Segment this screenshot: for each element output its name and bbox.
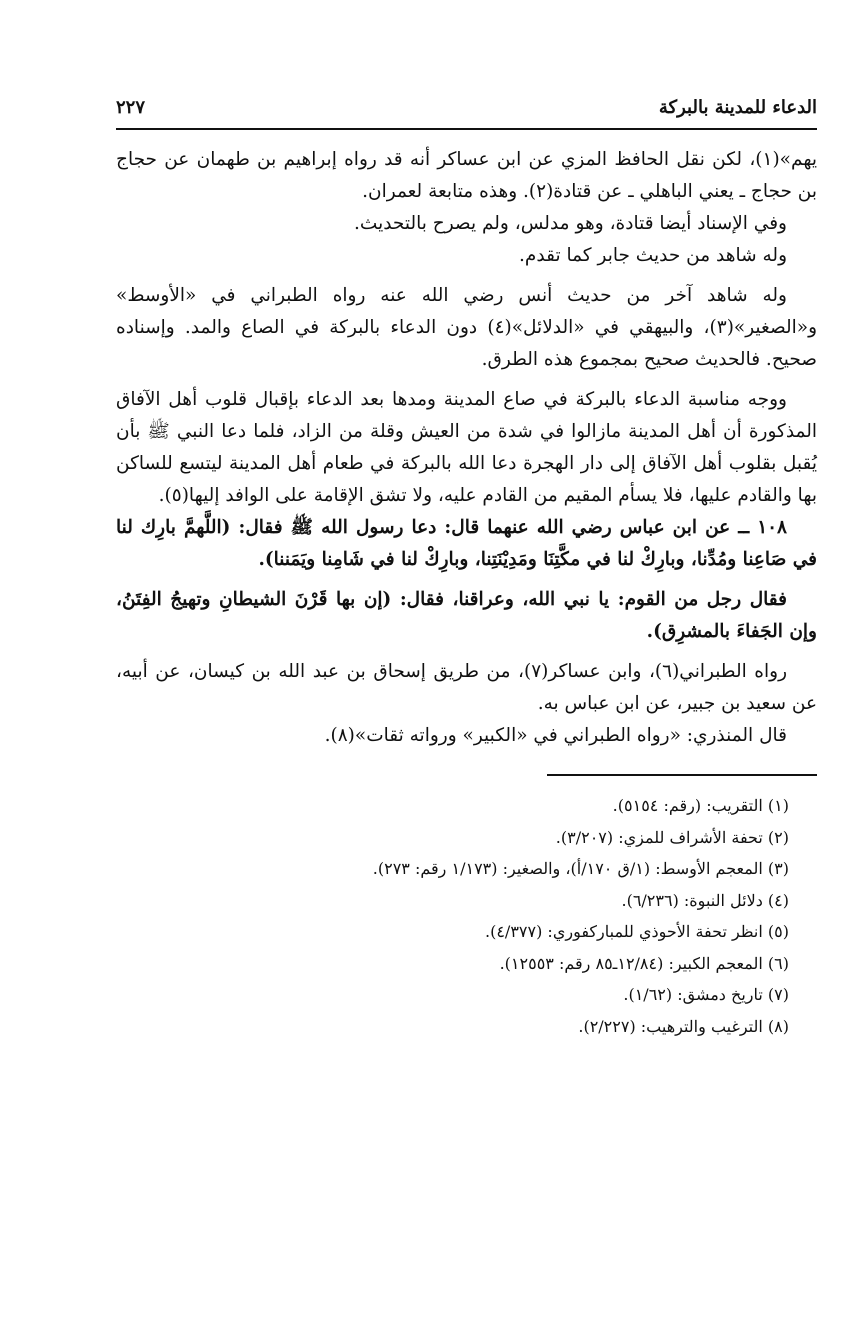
footnote-separator — [547, 774, 817, 776]
footnote-2: (٢) تحفة الأشراف للمزي: (٣/٢٠٧). — [555, 827, 789, 847]
header-title: الدعاء للمدينة بالبركة — [658, 97, 817, 118]
paragraph-mundhiri: قال المنذري: «رواه الطبراني في «الكبير» ورواته ثقات»(٨). — [324, 725, 787, 746]
footnote-4: (٤) دلائل النبوة: (٦/٢٣٦). — [621, 890, 789, 910]
paragraph-isnad-note: وفي الإسناد أيضا قتادة، وهو مدلس، ولم يصرح بالتحديث. — [354, 213, 787, 234]
paragraph-witness-jabir: وله شاهد من حديث جابر كما تقدم. — [519, 245, 787, 266]
footnote-1: (١) التقريب: (رقم: ٥١٥٤). — [612, 796, 789, 815]
footnote-6: (٦) المعجم الكبير: (١٢/٨٤ـ٨٥ رقم: ١٢٥٥٣). — [499, 953, 789, 973]
footnote-5: (٥) انظر تحفة الأحوذي للمباركفوري: (٤/٣٧٧). — [485, 922, 789, 941]
hadith-108: ١٠٨ ــ عن ابن عباس رضي الله عنهما قال: دعا رسول الله ﷺ فقال: (اللَّهمَّ بارِك لنا في صَاعِنا ومُدِّنا، وبارِكْ لنا في مكَّتِنَا ومَدِيْنَتِنا، وبارِكْ لنا في شَامِنا ويَمَننا). — [116, 517, 817, 570]
footnote-3: (٣) المعجم الأوسط: (١/ق ١٧٠/أ)، والصغير: (١/١٧٣ رقم: ٢٧٣). — [372, 859, 789, 878]
header-rule — [116, 128, 817, 130]
page-number: ٢٢٧ — [116, 97, 146, 118]
hadith-108-continuation: فقال رجل من القوم: يا نبي الله، وعراقنا، فقال: (إن بها قَرْنَ الشيطانِ وتهيجُ الفِتَنُ، وإن الجَفاءَ بالمشرِق). — [116, 589, 817, 642]
footnote-7: (٧) تاريخ دمشق: (١/٦٢). — [623, 985, 789, 1004]
paragraph-explanation: ووجه مناسبة الدعاء بالبركة في صاع المدينة ومدها بعد الدعاء بإقبال قلوب أهل الآفاق المذكورة أن أهل المدينة مازالوا في شدة من العيش وقلة من الزاد، فلما دعا النبي ﷺ بأن يُقبل بقلوب أهل الآفاق إلى دار الهجرة دعا الله بالبركة في طعام أهل المدينة ليتسع للساكن بها والقادم عليها، فلا يسأم المقيم من القادم عليه، ولا تشق الإقامة على الوافد إليها(٥). — [116, 389, 817, 506]
footnotes — [116, 790, 817, 1042]
paragraph-narration: رواه الطبراني(٦)، وابن عساكر(٧)، من طريق إسحاق بن عبد الله بن كيسان، عن أبيه، عن سعيد بن جبير، عن ابن عباس به. — [116, 661, 817, 714]
main-text — [116, 144, 817, 752]
paragraph-witness-anas: وله شاهد آخر من حديث أنس رضي الله عنه رواه الطبراني في «الأوسط» و«الصغير»(٣)، والبيهقي في «الدلائل»(٤) دون الدعاء بالبركة في الصاع والمد. وإسناده صحيح. فالحديث صحيح بمجموع هذه الطرق. — [116, 285, 818, 370]
running-header — [116, 88, 817, 118]
paragraph-continuation: يهم»(١)، لكن نقل الحافظ المزي عن ابن عساكر أنه قد رواه إبراهيم بن طهمان عن حجاج بن حجاج ـ يعني الباهلي ـ عن قتادة(٢). وهذه متابعة لعمران. — [116, 149, 817, 202]
footnote-8: (٨) الترغيب والترهيب: (٢/٢٢٧). — [578, 1016, 789, 1036]
